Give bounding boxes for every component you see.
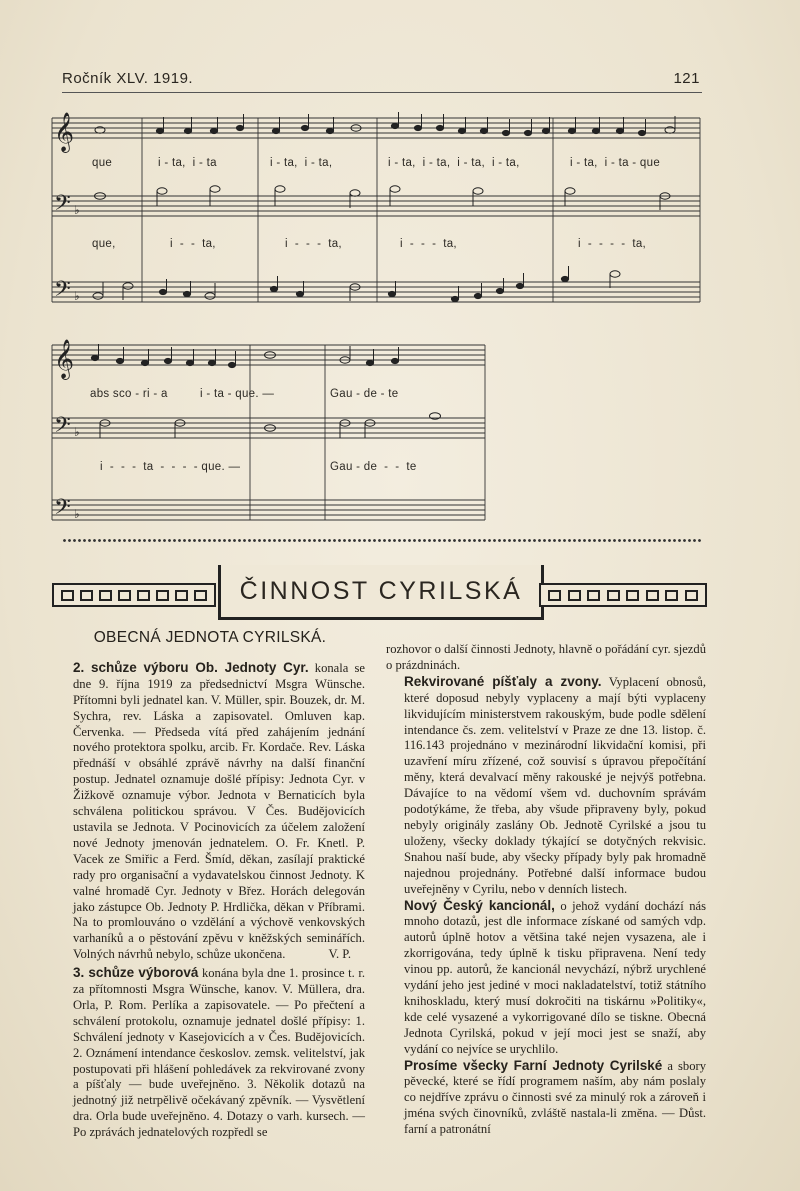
paragraph-text: o jehož vydání dochází nás mnoho dotazů, jest dle informace získané od samých vdp. autorů úplně hotov a většina také nejen vysazena, ale i zkorrigována, tedy úplně k tisku připravena. Není tedy vinou pp. autorů, že kancionál nevychází, nýbrž urychlené vydání jeho jest jediné v moci nakladatelství, totiž státního knihoskladu, který musí dokročiti na tiskárnu »Politiky«, kde celé vysazené a vykorrigované dílo se tiskne. Obecná Jednota Cyrilská, pokud v její moci jest se snaží, aby vydání co nejvíce se urychlilo. [404, 898, 706, 1056]
svg-text:𝄢: 𝄢 [54, 191, 71, 221]
lyric-bass-7: Gau - de - - te [330, 461, 417, 473]
svg-text:𝄞: 𝄞 [54, 339, 75, 379]
page-number: 121 [673, 70, 700, 87]
paragraph-heading: 3. schůze výborová [73, 965, 199, 981]
ornament-right [539, 583, 707, 607]
paragraph-text: konala se dne 9. října 1919 za předsednictví Msgra Wünsche. Přítomni byli jednatel kan. V. Müller, spir. Bouzek, dr. M. Sychra, rev. Láska a zapisovatel. Omluven kap. Červenka. — Předseda vítá před zahájením jednání nového protektora spolku, arcib. Fr. Kordače. Rev. Láska přednáší v obsáhlé zprávě návrhy na další finanční postup. Jednatel oznamuje došlé přípisy: Jednota Cyr. v Žižkově oznamuje výbor. Jednota v Bernaticích byla schválena politickou správou. V Čes. Budějovicích ustavila se Jednota. V Pocinovicích za účelem založení nové Jednoty jmenován jednatelem. O. Fr. Knetl. P. Vacek ze Smiřic a Ferd. Šmíd, děkan, zasílají praktické rady pro organisační a vydavatelskou činnost Jednoty. K valné hromadě Cyr. Jednoty v Břez. Horách delegován jako zástupce Ob. Jednoty P. Hrdlička, děkan v Příbrami. Na to promlouváno o vzdělání a výchově venkovských varhaníků a o pěstování zpěvu v kněžských seminářích. Volných návrhů nebylo, schůze ukončena. [73, 660, 366, 962]
paragraph-heading: 2. schůze výboru Ob. Jednoty Cyr. [73, 659, 309, 675]
lyric-bass-6: i - - - ta - - - - que. — [100, 461, 241, 473]
staff-bass-3 [52, 418, 485, 438]
lyric-soprano-8: Gau - de - te [330, 388, 399, 400]
paragraph [386, 1058, 706, 1139]
lyric-bass-1: que, [92, 238, 116, 250]
paragraph-text: Vyplacení obnosů, které doposud nebyly vyplaceny a mají býti vyplaceny likvidujícím ministerstvem rakouským, bude podle sdělení intendance čs. zem. velitelství v Praze ze dne 13. listop. č. 116.143 projednáno v mezinárodní likvidační komisi, při uzavření míru zřízené, což souvisí s úpravou přepočítání měny, která devalvací měny rakouské je nejvýš potřebna. Dávajíce to na vědomí všem vd. duchovním správám podotýkáme, že třeba, aby všude připraveny byly, pokud nebyly originály zaslány Ob. Jednotě Cyrilské a jsou tu uloženy, všecky doklady týkající se dotyčných rekvisic. Snahou naší bude, aby všecky případy byly pak hromadně najednou projednány. Potřebné další informace budou uveřejněny v Cyrilu, nebo v denních listech. [404, 674, 706, 896]
section-banner [52, 565, 707, 620]
svg-text:𝄢: 𝄢 [54, 413, 71, 443]
svg-text:𝄢: 𝄢 [54, 277, 71, 307]
paragraph-heading: Prosíme všecky Farní Jednoty Cyrilské [404, 1057, 663, 1073]
lyric-soprano-3: i - ta, i - ta, [270, 157, 333, 169]
lyric-soprano-7: i - ta - que. — [200, 388, 275, 400]
lyric-soprano-6: abs sco - ri - a [90, 388, 168, 400]
staff-treble-1 [52, 118, 700, 138]
paragraph-heading: Nový Český kancionál, [404, 897, 555, 913]
lyric-bass-2: i - - ta, [170, 238, 216, 250]
staff-bass-4 [52, 500, 485, 520]
lyric-bass-5: i - - - - ta, [578, 238, 647, 250]
lyric-bass-4: i - - - ta, [400, 238, 457, 250]
paragraph [55, 965, 365, 1141]
svg-text:♭: ♭ [74, 203, 80, 217]
lyric-soprano-4: i - ta, i - ta, i - ta, i - ta, [388, 157, 520, 169]
paragraph-text: konána byla dne 1. prosince t. r. za přítomnosti Msgra Wünsche, kanov. V. Müllera, dra. Orla, P. Rom. Perlíka a zapisovatele. — Po přečtení a schválení protokolu, oznamuje jednatel došlé přípisy: 1. Schválení jednoty v Kasejovicích a v Čes. Budějovicích. 2. Oznámení intendance českoslov. zemsk. velitelství, jak postupovati při hlášení pohledávek za rekvirované zvony a píšťaly — bude uveřejněno. 3. Několik dotazů na jednotný již netrpělivě očekávaný zpěvník. — Vysvětlení dra. Orla bude uveřejněno. 4. Dotazy o varh. kursech. — Po zprávách jednatelových rozpředl se [73, 966, 365, 1140]
lyric-bass-3: i - - - ta, [285, 238, 342, 250]
lyric-soprano-5: i - ta, i - ta - que [570, 157, 661, 169]
paragraph [386, 898, 706, 1058]
paragraph [386, 642, 706, 674]
svg-text:𝄢: 𝄢 [54, 495, 71, 525]
svg-text:𝄞: 𝄞 [54, 112, 75, 152]
ornament-left [52, 583, 216, 607]
staff-bass-2 [52, 282, 700, 302]
column-right [386, 642, 706, 1138]
dotted-divider [62, 538, 702, 543]
paragraph [386, 674, 706, 898]
music-score [0, 0, 800, 560]
signature: V. P. [328, 947, 351, 962]
lyric-soprano-1: que [92, 157, 113, 169]
paragraph-text: rozhovor o další činnosti Jednoty, hlavně o pořádání cyr. sjezdů o prázdninách. [386, 642, 706, 672]
staff-bass-1 [52, 196, 700, 216]
column-left [55, 627, 365, 1141]
svg-text:♭: ♭ [74, 507, 80, 521]
volume-year: Ročník XLV. 1919. [62, 70, 194, 87]
paragraph-heading: Rekvirované píšťaly a zvony. [404, 673, 602, 689]
section-title: OBECNÁ JEDNOTA CYRILSKÁ. [93, 629, 327, 646]
lyric-soprano-2: i - ta, i - ta [158, 157, 217, 169]
svg-text:♭: ♭ [74, 289, 80, 303]
paragraph [55, 660, 365, 963]
paragraph-text: a sbory pěvecké, které se řídí programem naším, aby nám poslaly co nejdříve zprávu o činnosti své za minulý rok a zároveň i jména svých činovníků, zvláště nastala-li změna. — Důst. farní a patronátní [404, 1058, 706, 1137]
svg-text:♭: ♭ [74, 425, 80, 439]
banner-title: ČINNOST CYRILSKÁ [218, 565, 544, 620]
